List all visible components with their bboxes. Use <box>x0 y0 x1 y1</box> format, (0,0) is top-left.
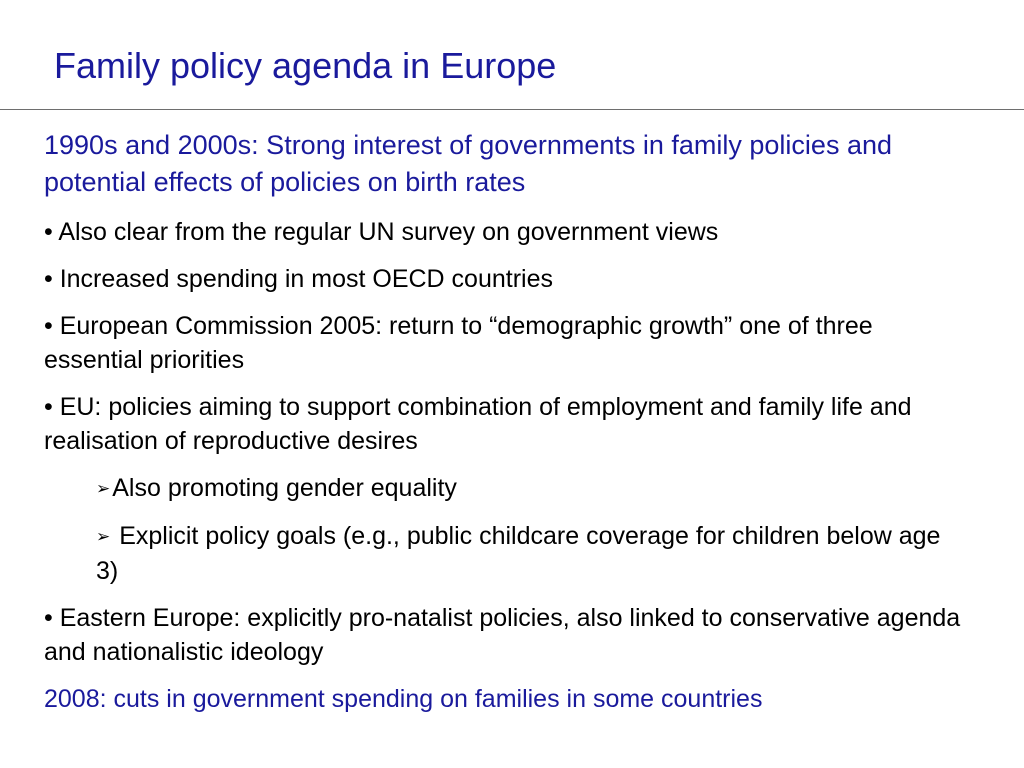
bullet-european-commission: • European Commission 2005: return to “demographic growth” one of three essential priorities <box>44 312 873 374</box>
sub-bullet-policy-goals <box>96 519 964 588</box>
bullet-oecd-spending: • Increased spending in most OECD countries <box>44 265 553 293</box>
sub-bullet-text: Also promoting gender equality <box>112 474 457 502</box>
closing-statement: 2008: cuts in government spending on families in some countries <box>44 685 763 713</box>
bullet-eu-policies: • EU: policies aiming to support combination of employment and family life and realisation of reproductive desires <box>44 393 912 455</box>
bullet-eastern-europe: • Eastern Europe: explicitly pro-natalist policies, also linked to conservative agenda and nationalistic ideology <box>44 604 961 666</box>
intro-statement: 1990s and 2000s: Strong interest of governments in family policies and potential effects of policies on birth rates <box>44 130 892 197</box>
sub-bullet-text: Explicit policy goals (e.g., public childcare coverage for children below age 3) <box>96 522 941 585</box>
title-divider <box>0 109 1024 110</box>
bullet-un-survey: • Also clear from the regular UN survey on government views <box>44 218 719 246</box>
slide-title: Family policy agenda in Europe <box>54 45 557 86</box>
sub-bullet-gender-equality <box>96 471 964 506</box>
arrow-bullet-icon: ➢ <box>96 527 111 546</box>
arrow-bullet-icon: ➢ <box>96 479 111 498</box>
slide-body <box>44 127 964 716</box>
